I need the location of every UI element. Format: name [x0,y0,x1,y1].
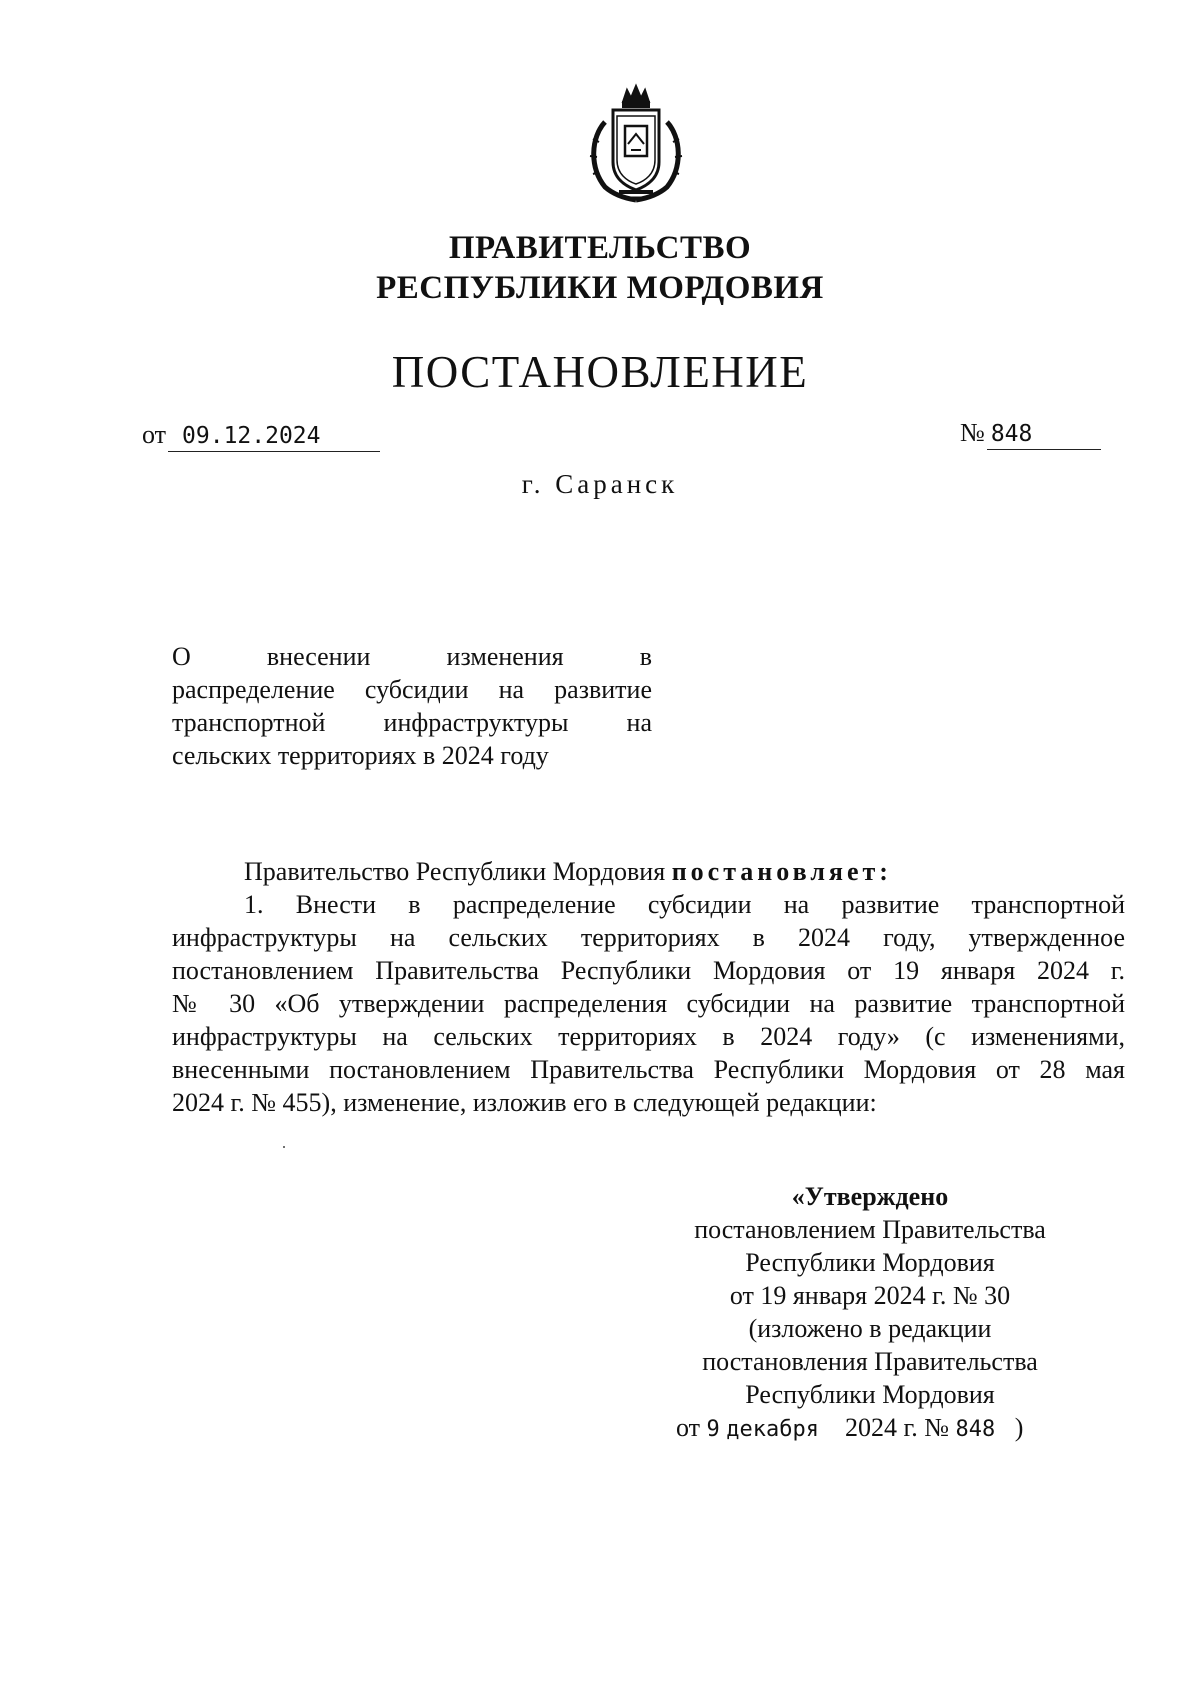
paragraph-line: инфраструктуры на сельских территориях в 2024 году, утвержденное [172,923,1125,952]
approval-final-line [660,1411,1080,1446]
approval-line: Республики Мордовия [745,1248,995,1277]
paragraph-line: 1. Внести в распределение субсидии на развитие транспортной [244,890,1125,919]
preamble-decree: постановляет: [671,857,892,886]
final-prefix: от [676,1413,701,1442]
subject-line: О внесении изменения в [172,642,652,671]
date-value: 09.12.2024 [168,421,380,452]
paragraph-line: постановлением Правительства Республики Мордовия от 19 января 2024 г. [172,956,1125,985]
approval-line: постановлением Правительства [694,1215,1046,1244]
number-value: 848 [987,419,1101,450]
approval-stamp-block [660,1180,1080,1446]
preamble [244,855,892,888]
approval-line: постановления Правительства [702,1347,1038,1376]
date-prefix: от [142,420,167,449]
approval-line: Республики Мордовия [745,1380,995,1409]
scan-speck [283,1146,285,1148]
date-field [142,420,380,452]
paragraph-line: внесенными постановлением Правительства Республики Мордовия от 28 мая [172,1055,1125,1084]
city-label: г. Саранск [521,469,679,499]
approval-line: (изложено в редакции [748,1314,992,1343]
final-number: 848 [955,1417,996,1442]
coat-of-arms-emblem [583,82,689,210]
paragraph-line: 2024 г. № 455), изменение, изложив его в следующей редакции: [172,1088,877,1117]
number-field [960,418,1101,450]
approval-line: от 19 января 2024 г. № 30 [729,1281,1011,1310]
final-close: ) [1014,1413,1024,1442]
final-year-text: 2024 г. № [845,1413,950,1442]
body-paragraph [172,888,1125,1119]
subject-block [172,640,652,772]
subject-line: сельских территориях в 2024 году [172,741,549,770]
preamble-text: Правительство Республики Мордовия [244,857,672,886]
paragraph-line: инфраструктуры на сельских территориях в 2024 году» (с изменениями, [172,1022,1125,1051]
subject-line: транспортной инфраструктуры на [172,708,652,737]
government-title-line1: ПРАВИТЕЛЬСТВО [448,230,752,266]
government-title-line2: РЕСПУБЛИКИ МОРДОВИЯ [376,270,824,306]
number-prefix: № [960,418,985,447]
approval-heading: «Утверждено [791,1182,949,1211]
final-day: 9 [706,1417,720,1442]
document-type-title: ПОСТАНОВЛЕНИЕ [391,347,809,397]
paragraph-line: № 30 «Об утверждении распределения субсидии на развитие транспортной [172,989,1125,1018]
subject-line: распределение субсидии на развитие [172,675,652,704]
final-month: декабря [726,1417,819,1442]
